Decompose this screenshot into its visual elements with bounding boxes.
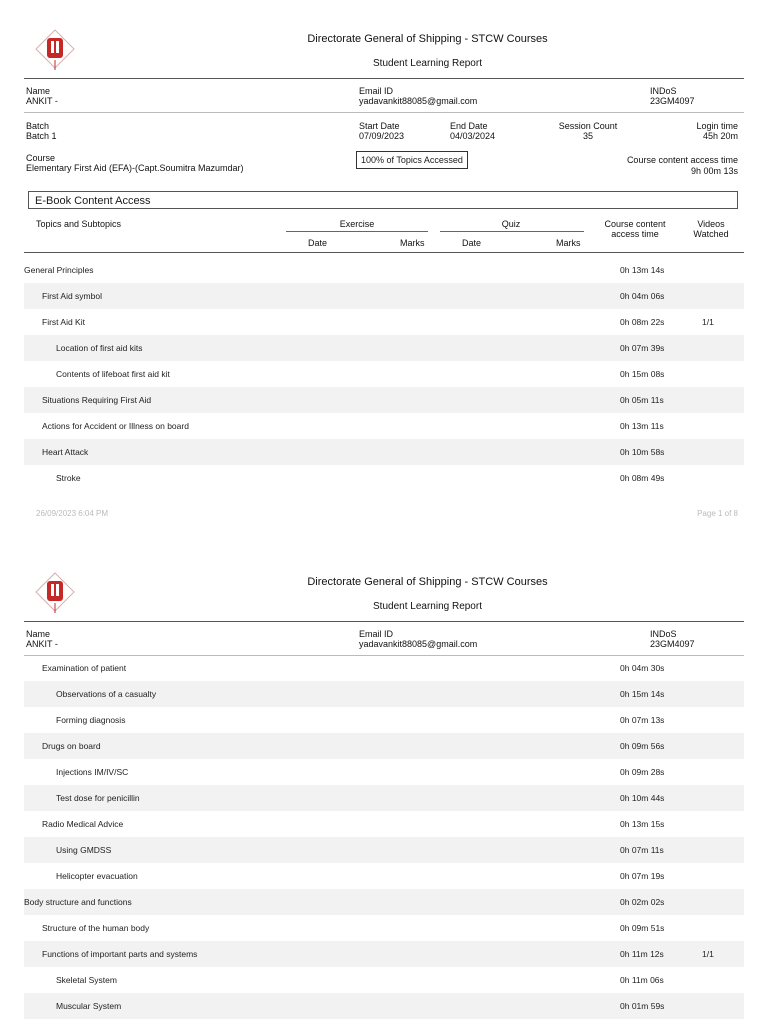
report-org-title: Directorate General of Shipping - STCW Courses	[307, 576, 548, 588]
col-header-exercise: Exercise	[339, 219, 375, 229]
access-time-cell: 0h 07m 11s	[620, 845, 664, 855]
course-label: Course	[26, 153, 56, 163]
access-time-cell: 0h 04m 30s	[620, 663, 665, 673]
access-time-cell: 0h 02m 02s	[620, 897, 665, 907]
table-row	[24, 655, 744, 681]
batch-label: Batch	[26, 121, 50, 131]
topic-name: Observations of a casualty	[56, 689, 157, 699]
topic-name: Location of first aid kits	[56, 343, 143, 353]
table-row	[24, 967, 744, 993]
table-row	[24, 811, 744, 837]
table-row	[24, 759, 744, 785]
access-time-cell: 0h 05m 11s	[620, 395, 664, 405]
topic-name: Skeletal System	[56, 975, 117, 985]
topic-name: Drugs on board	[42, 741, 101, 751]
topic-name: Examination of patient	[42, 663, 127, 673]
access-time-cell: 0h 09m 56s	[620, 741, 665, 751]
footer-timestamp: 26/09/2023 6:04 PM	[36, 509, 109, 518]
col-header-quiz: Quiz	[501, 219, 521, 229]
section-title: E-Book Content Access	[28, 191, 738, 209]
topics-accessed-badge: 100% of Topics Accessed	[356, 151, 468, 169]
table-row	[24, 889, 744, 915]
access-time-value: 9h 00m 13s	[690, 166, 738, 176]
col-header-access-time: Course content	[604, 219, 666, 229]
access-time-cell: 0h 10m 58s	[620, 447, 665, 457]
topic-name: Forming diagnosis	[56, 715, 126, 725]
report-org-title: Directorate General of Shipping - STCW Courses	[307, 33, 548, 45]
access-time-cell: 0h 09m 51s	[620, 923, 665, 933]
indos-label: INDoS	[650, 629, 677, 639]
topic-name: First Aid Kit	[42, 317, 85, 327]
topic-name: Structure of the human body	[42, 923, 150, 933]
login-time-label: Login time	[696, 121, 738, 131]
footer-page-number: Page 1 of 8	[697, 509, 738, 518]
col-header-quiz-marks: Marks	[556, 238, 581, 248]
access-time-cell: 0h 10m 44s	[620, 793, 665, 803]
access-time-cell: 0h 01m 59s	[620, 1001, 665, 1011]
table-row	[24, 941, 744, 967]
access-time-cell: 0h 07m 39s	[620, 343, 665, 353]
email-label: Email ID	[359, 629, 394, 639]
table-row	[24, 707, 744, 733]
start-date-label: Start Date	[359, 121, 400, 131]
student-email: yadavankit88085@gmail.com	[359, 639, 478, 649]
student-name: ANKIT -	[26, 96, 58, 106]
access-time-cell: 0h 09m 28s	[620, 767, 665, 777]
table-row	[24, 785, 744, 811]
table-row	[24, 915, 744, 941]
name-label: Name	[26, 629, 51, 639]
topic-name: Radio Medical Advice	[42, 819, 124, 829]
topic-name: Stroke	[56, 473, 81, 483]
student-name: ANKIT -	[26, 639, 58, 649]
indos-value: 23GM4097	[650, 96, 695, 106]
access-time-cell: 0h 15m 14s	[620, 689, 665, 699]
start-date-value: 07/09/2023	[359, 131, 405, 141]
table-row	[24, 863, 744, 889]
access-time-cell: 0h 13m 15s	[620, 819, 665, 829]
topic-name: Body structure and functions	[24, 897, 132, 907]
topic-name: Actions for Accident or Illness on board	[42, 421, 189, 431]
table-row	[24, 837, 744, 863]
col-header-topics: Topics and Subtopics	[36, 219, 122, 229]
student-email: yadavankit88085@gmail.com	[359, 96, 478, 106]
divider	[24, 621, 744, 622]
topic-name: Muscular System	[56, 1001, 122, 1011]
access-time-cell: 0h 07m 13s	[620, 715, 665, 725]
topic-name: Contents of lifeboat first aid kit	[56, 369, 170, 379]
access-time-cell: 0h 04m 06s	[620, 291, 665, 301]
col-header-quiz-date: Date	[462, 238, 482, 248]
session-count-label: Session Count	[558, 121, 618, 131]
indos-value: 23GM4097	[650, 639, 695, 649]
email-label: Email ID	[359, 86, 394, 96]
access-time-cell: 0h 11m 06s	[620, 975, 664, 985]
access-time-cell: 0h 08m 22s	[620, 317, 665, 327]
videos-watched-cell: 1/1	[702, 317, 714, 327]
topic-name: First Aid symbol	[42, 291, 102, 301]
access-time-cell: 0h 13m 11s	[620, 421, 664, 431]
login-time-value: 45h 20m	[702, 131, 738, 141]
table-row	[24, 733, 744, 759]
report-subtitle: Student Learning Report	[373, 58, 482, 69]
access-time-cell: 0h 13m 14s	[620, 265, 665, 275]
col-header-access-time-2: access time	[611, 229, 659, 239]
table-row	[24, 993, 744, 1019]
topic-name: Situations Requiring First Aid	[42, 395, 152, 405]
topic-name: General Principles	[24, 265, 94, 275]
access-time-label: Course content access time	[626, 155, 738, 165]
table-row	[24, 681, 744, 707]
name-label: Name	[26, 86, 51, 96]
col-header-exercise-date: Date	[308, 238, 328, 248]
topic-name: Injections IM/IV/SC	[56, 767, 129, 777]
col-header-videos-2: Watched	[693, 229, 729, 239]
access-time-cell: 0h 15m 08s	[620, 369, 665, 379]
topic-name: Helicopter evacuation	[56, 871, 138, 881]
session-count-value: 35	[582, 131, 593, 141]
access-time-cell: 0h 11m 12s	[620, 949, 664, 959]
access-time-cell: 0h 07m 19s	[620, 871, 665, 881]
topic-name: Functions of important parts and systems	[42, 949, 198, 959]
end-date-value: 04/03/2024	[450, 131, 496, 141]
col-header-videos: Videos	[697, 219, 725, 229]
access-time-cell: 0h 08m 49s	[620, 473, 665, 483]
topic-name: Using GMDSS	[56, 845, 112, 855]
topics-table-page-2	[24, 655, 744, 1019]
course-name: Elementary First Aid (EFA)-(Capt.Soumitra Mazumdar)	[26, 163, 244, 173]
end-date-label: End Date	[450, 121, 488, 131]
report-subtitle: Student Learning Report	[373, 601, 482, 612]
batch-value: Batch 1	[26, 131, 57, 141]
topic-name: Test dose for penicillin	[56, 793, 140, 803]
videos-watched-cell: 1/1	[702, 949, 714, 959]
indos-label: INDoS	[650, 86, 677, 96]
col-header-exercise-marks: Marks	[400, 238, 425, 248]
topic-name: Heart Attack	[42, 447, 89, 457]
